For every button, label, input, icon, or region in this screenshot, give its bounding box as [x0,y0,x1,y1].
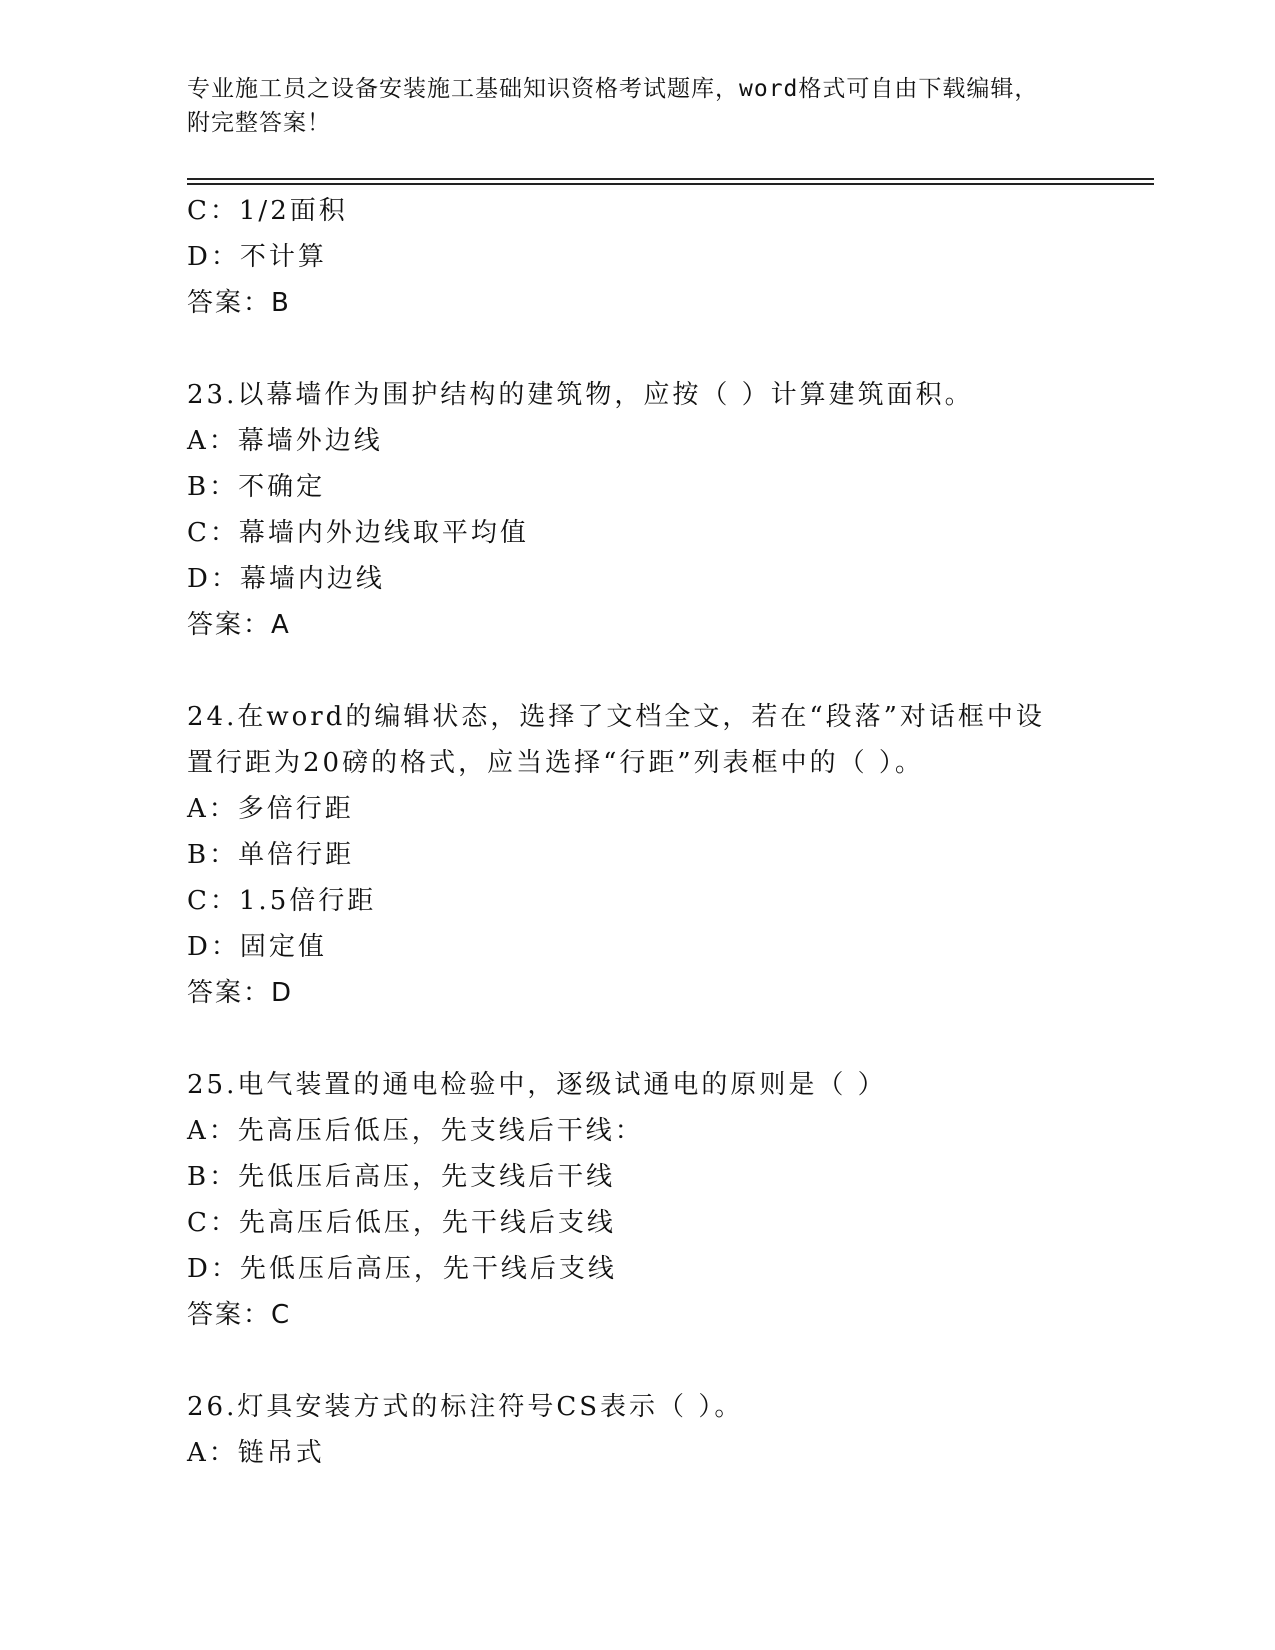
header-rule-top [187,178,1154,180]
option-d: D：幕墙内边线 [187,564,385,594]
question-stem: 23.以幕墙作为围护结构的建筑物，应按（ ）计算建筑面积。 [187,380,974,410]
document-header [187,72,1147,140]
header-line-2: 附完整答案！ [187,110,331,136]
question-23 [187,372,1147,648]
header-rule-bottom [187,183,1154,185]
option-c: C：1/2面积 [187,196,348,226]
option-a: A：先高压后低压，先支线后干线： [187,1116,644,1146]
spacer [187,1016,1147,1062]
option-b: B：单倍行距 [187,840,355,870]
spacer [187,648,1147,694]
spacer [187,1338,1147,1384]
option-b: B：不确定 [187,472,326,502]
option-a: A：多倍行距 [187,794,354,824]
question-stem-line-2: 置行距为20磅的格式，应当选择“行距”列表框中的（ ）。 [187,748,924,778]
answer-line: 答案：A [187,610,291,640]
question-stem: 26.灯具安装方式的标注符号CS表示（ ）。 [187,1392,744,1422]
question-stem-line-1: 24.在word的编辑状态，选择了文档全文，若在“段落”对话框中设 [187,702,1045,732]
question-25 [187,1062,1147,1338]
question-stem: 25.电气装置的通电检验中，逐级试通电的原则是（ ） [187,1070,887,1100]
question-list [187,188,1147,1476]
spacer [187,326,1147,372]
answer-line: 答案：D [187,978,294,1008]
question-24 [187,694,1147,1016]
option-c: C：幕墙内外边线取平均值 [187,518,529,548]
option-d: D：不计算 [187,242,327,272]
answer-line: 答案：B [187,288,291,318]
question-22-fragment [187,188,1147,326]
option-c: C：先高压后低压，先干线后支线 [187,1208,616,1238]
answer-line: 答案：C [187,1300,292,1330]
option-d: D：先低压后高压，先干线后支线 [187,1254,617,1284]
option-a: A：链吊式 [187,1438,325,1468]
option-c: C：1.5倍行距 [187,886,377,916]
option-d: D：固定值 [187,932,327,962]
option-a: A：幕墙外边线 [187,426,383,456]
question-26 [187,1384,1147,1476]
header-line-1: 专业施工员之设备安装施工基础知识资格考试题库，word格式可自由下载编辑， [187,76,1039,102]
option-b: B：先低压后高压，先支线后干线 [187,1162,616,1192]
